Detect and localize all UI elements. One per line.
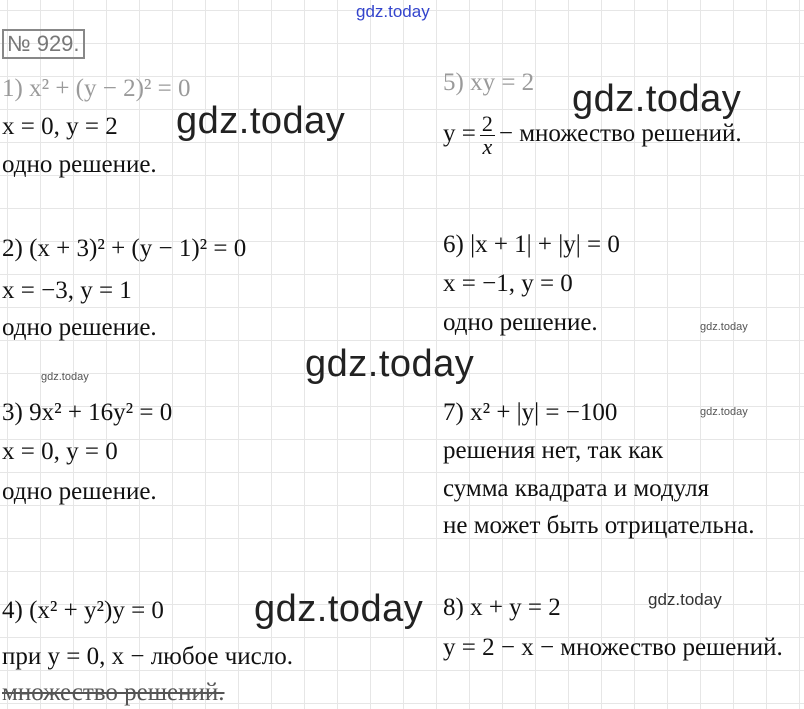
- explanation-7-line3: не может быть отрицательна.: [443, 512, 755, 539]
- equation-2: 2) (x + 3)² + (y − 1)² = 0: [2, 235, 247, 262]
- result-3: одно решение.: [2, 478, 157, 505]
- solution-8: y = 2 − x − множество решений.: [443, 634, 783, 661]
- solution-1: x = 0, y = 2: [2, 113, 118, 140]
- solution-5-rest: − множество решений.: [498, 120, 742, 147]
- fraction-denominator: x: [482, 133, 493, 159]
- explanation-7-line2: сумма квадрата и модуля: [443, 475, 710, 502]
- watermark-medium: gdz.today: [648, 590, 722, 609]
- equation-3: 3) 9x² + 16y² = 0: [2, 399, 173, 426]
- problem-number: № 929.: [2, 29, 85, 59]
- equation-4: 4) (x² + y²)y = 0: [2, 597, 164, 624]
- explanation-7-line1: решения нет, так как: [443, 437, 664, 464]
- watermark-large: gdz.today: [305, 343, 475, 385]
- watermark-large: gdz.today: [176, 100, 346, 142]
- solution-6: x = −1, y = 0: [443, 270, 573, 297]
- watermark-small: gdz.today: [700, 321, 748, 333]
- watermark-small: gdz.today: [700, 406, 748, 418]
- result-1: одно решение.: [2, 151, 157, 178]
- watermark-small: gdz.today: [41, 371, 89, 383]
- watermark-large: gdz.today: [572, 78, 742, 120]
- equation-5: 5) xy = 2: [443, 69, 535, 96]
- result-4: множество решений.: [2, 679, 225, 706]
- solution-4: при y = 0, x − любое число.: [2, 643, 294, 670]
- solution-3: x = 0, y = 0: [2, 438, 118, 465]
- fraction: [480, 110, 495, 159]
- result-2: одно решение.: [2, 314, 157, 341]
- watermark-large: gdz.today: [254, 588, 424, 630]
- solution-2: x = −3, y = 1: [2, 277, 132, 304]
- fraction-numerator: 2: [481, 110, 493, 136]
- equation-8: 8) x + y = 2: [443, 594, 561, 621]
- equation-6: 6) |x + 1| + |y| = 0: [443, 231, 620, 258]
- equation-1: 1) x² + (y − 2)² = 0: [2, 75, 191, 102]
- watermark-top: gdz.today: [356, 2, 430, 21]
- equation-7: 7) x² + |y| = −100: [443, 399, 618, 426]
- solution-5: [443, 108, 742, 160]
- result-6: одно решение.: [443, 309, 598, 336]
- solution-5-lhs: y =: [443, 120, 476, 147]
